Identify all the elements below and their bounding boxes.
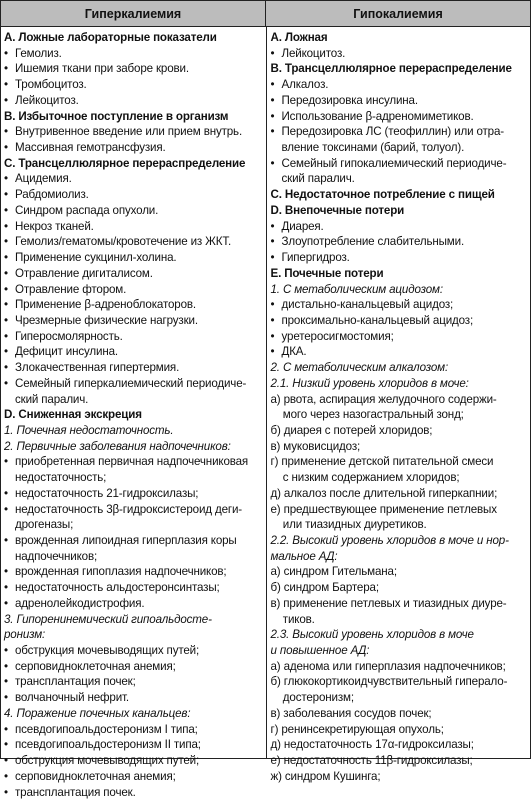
bullet-item: • Синдром распада опухоли. bbox=[4, 203, 264, 219]
bullet-item: • Семейный гипокалиемический периодиче- bbox=[271, 156, 529, 172]
hyperkalemia-column bbox=[1, 27, 266, 758]
bullet-continuation: ский паралич. bbox=[271, 171, 529, 187]
bullet-item: • Использование β-адреномиметиков. bbox=[271, 109, 529, 125]
bullet-item: • адренолейкодистрофия. bbox=[4, 596, 264, 612]
lettered-item: б) диарея с потерей хлоридов; bbox=[271, 423, 529, 439]
bullet-item: • Ацидемия. bbox=[4, 171, 264, 187]
bullet-item: • Тромбоцитоз. bbox=[4, 77, 264, 93]
bullet-item: • псевдогипоальдостеронизм I типа; bbox=[4, 722, 264, 738]
bullet-item: • недостаточность 3β-гидроксистероид деги- bbox=[4, 502, 264, 518]
lettered-item: д) алкалоз после длительной гиперкапнии; bbox=[271, 486, 529, 502]
lettered-item: г) ренинсекретирующая опухоль; bbox=[271, 722, 529, 738]
bullet-continuation: недостаточность; bbox=[4, 470, 264, 486]
bullet-item: • Злоупотребление слабительными. bbox=[271, 234, 529, 250]
bullet-item: • Чрезмерные физические нагрузки. bbox=[4, 313, 264, 329]
header-hyperkalemia: Гиперкалиемия bbox=[1, 1, 265, 26]
lettered-item: ж) синдром Кушинга; bbox=[271, 769, 529, 785]
bullet-item: • Отравление фтором. bbox=[4, 282, 264, 298]
bullet-item: • Внутривенное введение или прием внутрь. bbox=[4, 124, 264, 140]
section-heading: B. Избыточное поступление в организм bbox=[4, 109, 264, 125]
bullet-item: • Применение β-адреноблокаторов. bbox=[4, 297, 264, 313]
section-heading: D. Сниженная экскреция bbox=[4, 407, 264, 423]
bullet-item: • Лейкоцитоз. bbox=[4, 93, 264, 109]
bullet-item: • псевдогипоальдостеронизм II типа; bbox=[4, 737, 264, 753]
bullet-item: • Рабдомиолиз. bbox=[4, 187, 264, 203]
bullet-item: • Гипергидроз. bbox=[271, 250, 529, 266]
bullet-item: • серповидноклеточная анемия; bbox=[4, 659, 264, 675]
subsection-heading: ронизм: bbox=[4, 627, 264, 643]
bullet-item: • обструкция мочевыводящих путей; bbox=[4, 753, 264, 769]
subsection-heading: 3. Гипоренинемический гипоальдосте- bbox=[4, 612, 264, 628]
bullet-item: • Применение сукцинил-холина. bbox=[4, 250, 264, 266]
bullet-item: • Ишемия ткани при заборе крови. bbox=[4, 61, 264, 77]
bullet-item: • Гемолиз. bbox=[4, 46, 264, 62]
bullet-item: • дистально-канальцевый ацидоз; bbox=[271, 297, 529, 313]
lettered-item: в) заболевания сосудов почек; bbox=[271, 706, 529, 722]
bullet-item: • трансплантация почек; bbox=[4, 674, 264, 690]
lettered-item: а) аденома или гиперплазия надпочечников; bbox=[271, 659, 529, 675]
subsection-heading: 2. Первичные заболевания надпочечников: bbox=[4, 439, 264, 455]
subsection-heading: и повышенное АД: bbox=[271, 643, 529, 659]
section-heading: B. Трансцеллюлярное перераспределение bbox=[271, 61, 529, 77]
subsection-heading: 2.3. Высокий уровень хлоридов в моче bbox=[271, 627, 529, 643]
bullet-item: • Гемолиз/гематомы/кровотечение из ЖКТ. bbox=[4, 234, 264, 250]
table-body bbox=[1, 27, 530, 758]
bullet-item: • ДКА. bbox=[271, 344, 529, 360]
bullet-item: • Злокачественная гипертермия. bbox=[4, 360, 264, 376]
bullet-item: • волчаночный нефрит. bbox=[4, 690, 264, 706]
lettered-item: а) рвота, аспирация желудочного содержи- bbox=[271, 392, 529, 408]
bullet-item: • врожденная гипоплазия надпочечников; bbox=[4, 564, 264, 580]
subsection-heading: 2. С метаболическим алкалозом: bbox=[271, 360, 529, 376]
section-heading: C. Трансцеллюлярное перераспределение bbox=[4, 156, 264, 172]
section-heading: E. Почечные потери bbox=[271, 266, 529, 282]
lettered-item: с низким содержанием хлоридов; bbox=[271, 470, 529, 486]
lettered-item: или тиазидных диуретиков. bbox=[271, 517, 529, 533]
subsection-heading: мальное АД: bbox=[271, 549, 529, 565]
subsection-heading: 1. Почечная недостаточность. bbox=[4, 423, 264, 439]
bullet-continuation: ский паралич. bbox=[4, 392, 264, 408]
bullet-item: • недостаточность 21-гидроксилазы; bbox=[4, 486, 264, 502]
subsection-heading: 4. Поражение почечных канальцев: bbox=[4, 706, 264, 722]
bullet-item: • Лейкоцитоз. bbox=[271, 46, 529, 62]
lettered-item: достеронизм; bbox=[271, 690, 529, 706]
section-heading: A. Ложная bbox=[271, 30, 529, 46]
bullet-item: • проксимально-канальцевый ацидоз; bbox=[271, 313, 529, 329]
bullet-continuation: вление токсинами (барий, толуол). bbox=[271, 140, 529, 156]
lettered-item: е) предшествующее применение петлевых bbox=[271, 502, 529, 518]
subsection-heading: 1. С метаболическим ацидозом: bbox=[271, 282, 529, 298]
table-header-row bbox=[1, 1, 530, 27]
bullet-item: • уретеросигмостомия; bbox=[271, 329, 529, 345]
section-heading: D. Внепочечные потери bbox=[271, 203, 529, 219]
lettered-item: в) применение петлевых и тиазидных диуре- bbox=[271, 596, 529, 612]
bullet-item: • серповидноклеточная анемия; bbox=[4, 769, 264, 785]
section-heading: C. Недостаточное потребление с пищей bbox=[271, 187, 529, 203]
bullet-item: • трансплантация почек. bbox=[4, 785, 264, 800]
bullet-item: • недостаточность альдостеронсинтазы; bbox=[4, 580, 264, 596]
bullet-item: • Некроз тканей. bbox=[4, 219, 264, 235]
lettered-item: тиков. bbox=[271, 612, 529, 628]
bullet-item: • Семейный гиперкалиемический периодиче- bbox=[4, 376, 264, 392]
lettered-item: д) недостаточность 17α-гидроксилазы; bbox=[271, 737, 529, 753]
bullet-continuation: надпочечников; bbox=[4, 549, 264, 565]
lettered-item: г) применение детской питательной смеси bbox=[271, 454, 529, 470]
bullet-item: • Передозировка ЛС (теофиллин) или отра- bbox=[271, 124, 529, 140]
lettered-item: б) синдром Бартера; bbox=[271, 580, 529, 596]
bullet-item: • Гиперосмолярность. bbox=[4, 329, 264, 345]
section-heading: A. Ложные лабораторные показатели bbox=[4, 30, 264, 46]
bullet-item: • врожденная липоидная гиперплазия коры bbox=[4, 533, 264, 549]
bullet-item: • Массивная гемотрансфузия. bbox=[4, 140, 264, 156]
header-hypokalemia: Гипокалиемия bbox=[265, 1, 530, 26]
lettered-item: в) муковисцидоз; bbox=[271, 439, 529, 455]
bullet-item: • Диарея. bbox=[271, 219, 529, 235]
lettered-item: б) глюкокортикоидчувствительный гиперало- bbox=[271, 674, 529, 690]
lettered-item: а) синдром Гительмана; bbox=[271, 564, 529, 580]
subsection-heading: 2.2. Высокий уровень хлоридов в моче и нор- bbox=[271, 533, 529, 549]
bullet-item: • обструкция мочевыводящих путей; bbox=[4, 643, 264, 659]
bullet-item: • Алкалоз. bbox=[271, 77, 529, 93]
lettered-item: е) недостаточность 11β-гидроксилазы; bbox=[271, 753, 529, 769]
lettered-item: мого через назогастральный зонд; bbox=[271, 407, 529, 423]
subsection-heading: 2.1. Низкий уровень хлоридов в моче: bbox=[271, 376, 529, 392]
hypokalemia-column bbox=[266, 27, 531, 758]
bullet-item: • Передозировка инсулина. bbox=[271, 93, 529, 109]
bullet-continuation: дрогеназы; bbox=[4, 517, 264, 533]
bullet-item: • Дефицит инсулина. bbox=[4, 344, 264, 360]
bullet-item: • приобретенная первичная надпочечниковая bbox=[4, 454, 264, 470]
bullet-item: • Отравление дигиталисом. bbox=[4, 266, 264, 282]
